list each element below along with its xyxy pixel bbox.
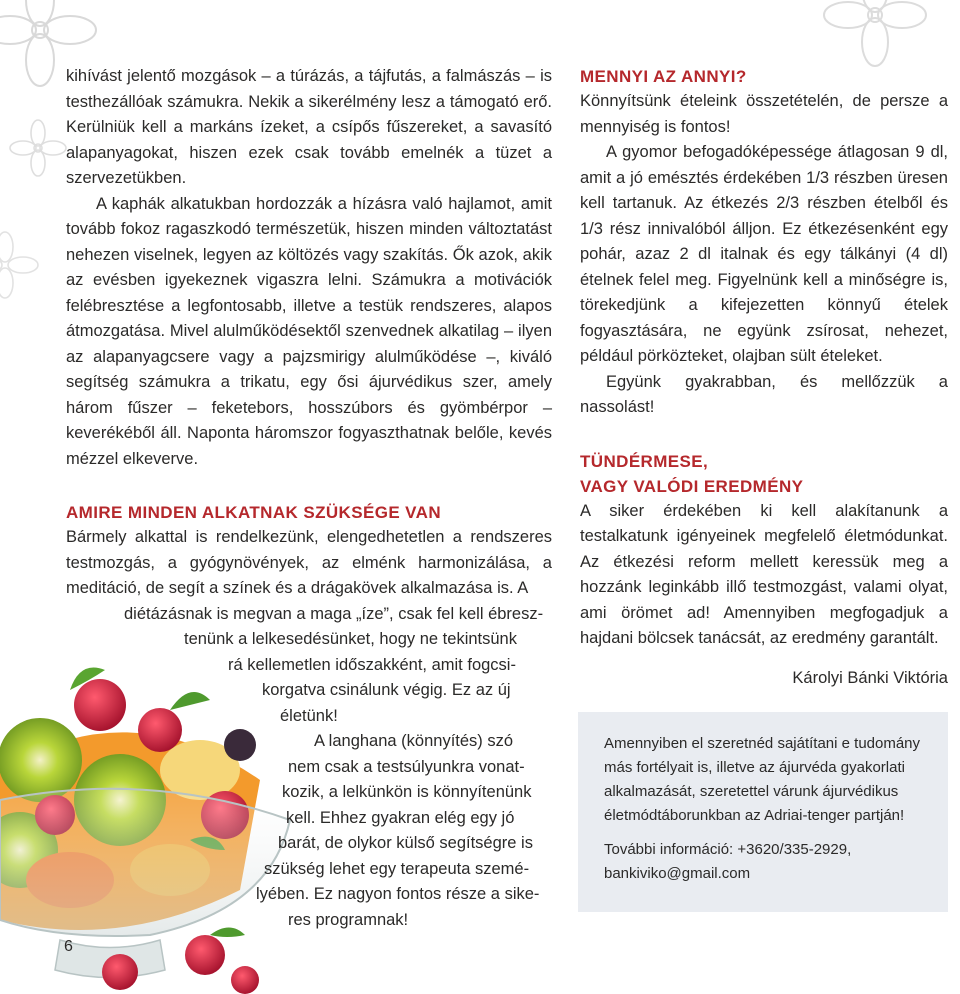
shaped-line: korgatva csinálunk végig. Ez az új: [262, 681, 511, 699]
left-paragraph-1: kihívást jelentő mozgások – a túrázás, a tájfutás, a falmászás – is testhezállóak számukra. Nekik a sikerélmény lesz a támogató erő. Kerülniük kell a markáns ízeket, a csípős fűszereket, a savasító alapanyagokat, hiszen ezek csak tovább emelnék a tüzet a szervezetükben.: [66, 67, 552, 187]
flower-ornament-small-icon: [8, 118, 68, 178]
left-shaped-text: [66, 602, 552, 934]
flower-ornament-right-icon: [820, 0, 930, 70]
shaped-line: res programnak!: [288, 910, 409, 929]
section-heading-tundermese: [580, 449, 948, 499]
contact-phone: További információ: +3620/335-2929,: [604, 841, 852, 858]
shaped-line: rá kellemetlen időszakként, amit fogcsi-: [228, 655, 516, 674]
right-paragraph-4: A siker érdekében ki kell alakítanunk a testalkatunk igényeinek megfelelő életmódunkat. Az étkezési reform mellett keressük meg a hozzánk leginkább illő testmozgást, valami olyat, ami örömet ad! Amennyiben megfogadjuk a hajdani bölcsek tanácsát, az eredmény garantált.: [580, 501, 948, 647]
left-paragraph-3: Bármely alkattal is rendelkezünk, elengedhetetlen a rendszeres testmozgás, a gyógynövények, az elménk harmonizálása, a meditáció, de segít a színek és a drágakövek alkalmazása is. A: [66, 528, 552, 597]
left-paragraph-2: A kaphák alkatukban hordozzák a hízásra való hajlamot, amit tovább fokoz ragaszkodó természetük, hiszen minden változtatást nehezen viselnek, legyen az költözés vagy szakítás. Ők azok, akik az evésben igyekeznek vigaszra lelni. Számukra a motivációk felébresztése a legfontosabb, illetve a testük rendszeres, alapos átmozgatása. Mivel alulműködésektől szenvednek alkatilag – ilyen az alapanyagcsere vagy a pajzsmirigy alulműködése –, kiváló segítség számukra a trikatu, egy ősi ájurvédikus szer, amely három fűszer – feketebors, hosszúbors és gyömbérpor – keverékéből áll. Naponta háromszor fogyaszthatnak belőle, kevés mézzel elkeverve.: [66, 194, 552, 468]
heading-line-2: VAGY VALÓDI EREDMÉNY: [580, 476, 804, 496]
shaped-line: kozik, a lelkünkön is könnyítenünk: [282, 783, 532, 801]
shaped-line: szükség lehet egy terapeuta szemé-: [264, 859, 530, 878]
shaped-line: A langhana (könnyítés) szó: [314, 732, 514, 750]
right-column: [580, 64, 948, 691]
page-number: 6: [64, 938, 73, 955]
heading-line-1: TÜNDÉRMESE,: [580, 451, 709, 471]
shaped-line: életünk!: [280, 706, 338, 725]
info-box-text: Amennyiben el szeretnéd sajátítani e tudomány más fortélyait is, illetve az ájurvéda gyakorlati alkalmazását, szeretettel várunk ájurvédikus életmódtáborunkban az Adriai-tenger partján!: [604, 735, 921, 824]
section-heading-alkat: AMIRE MINDEN ALKATNAK SZÜKSÉGE VAN: [66, 503, 442, 522]
contact-email: bankiviko@gmail.com: [604, 865, 751, 882]
left-column: [66, 64, 552, 933]
shaped-line: nem csak a testsúlyunkra vonat-: [288, 757, 525, 776]
shaped-line: barát, de olykor külső segítségre is: [278, 834, 533, 852]
shaped-line: lyében. Ez nagyon fontos része a sike-: [256, 885, 540, 903]
right-paragraph-2: A gyomor befogadóképessége átlagosan 9 dl, amit a jó emésztés érdekében 1/3 részben üresen kell tartanuk. Az étkezés 2/3 részben ételből és 1/3 rész innivalóból álljon. Ez étkezésenként egy pohár, azaz 2 dl italnak és egy tálkányi (4 dl) ételnek felel meg. Figyelnünk kell a minőségre is, törekedjünk a kifejezetten könnyű ételek fogyasztására, ne együnk zsírosat, nehezet, például pörközteket, olajban sült ételeket.: [580, 143, 948, 365]
author-signature: Károlyi Bánki Viktória: [792, 668, 948, 687]
shaped-line: kell. Ehhez gyakran elég egy jó: [286, 808, 515, 827]
shaped-line: tenünk a lelkesedésünket, hogy ne tekintsünk: [184, 630, 517, 648]
right-paragraph-3: Együnk gyakrabban, és mellőzzük a nassolást!: [580, 372, 948, 416]
info-box-contact: [604, 838, 926, 886]
flower-ornament-left-mid-icon: [0, 230, 40, 300]
shaped-line: diétázásnak is megvan a maga „íze”, csak fel kell ébresz-: [124, 604, 544, 623]
right-paragraph-1: Könnyítsünk ételeink összetételén, de persze a mennyiség is fontos!: [580, 92, 948, 136]
section-heading-mennyi: MENNYI AZ ANNYI?: [580, 67, 747, 86]
info-box: [578, 712, 948, 912]
